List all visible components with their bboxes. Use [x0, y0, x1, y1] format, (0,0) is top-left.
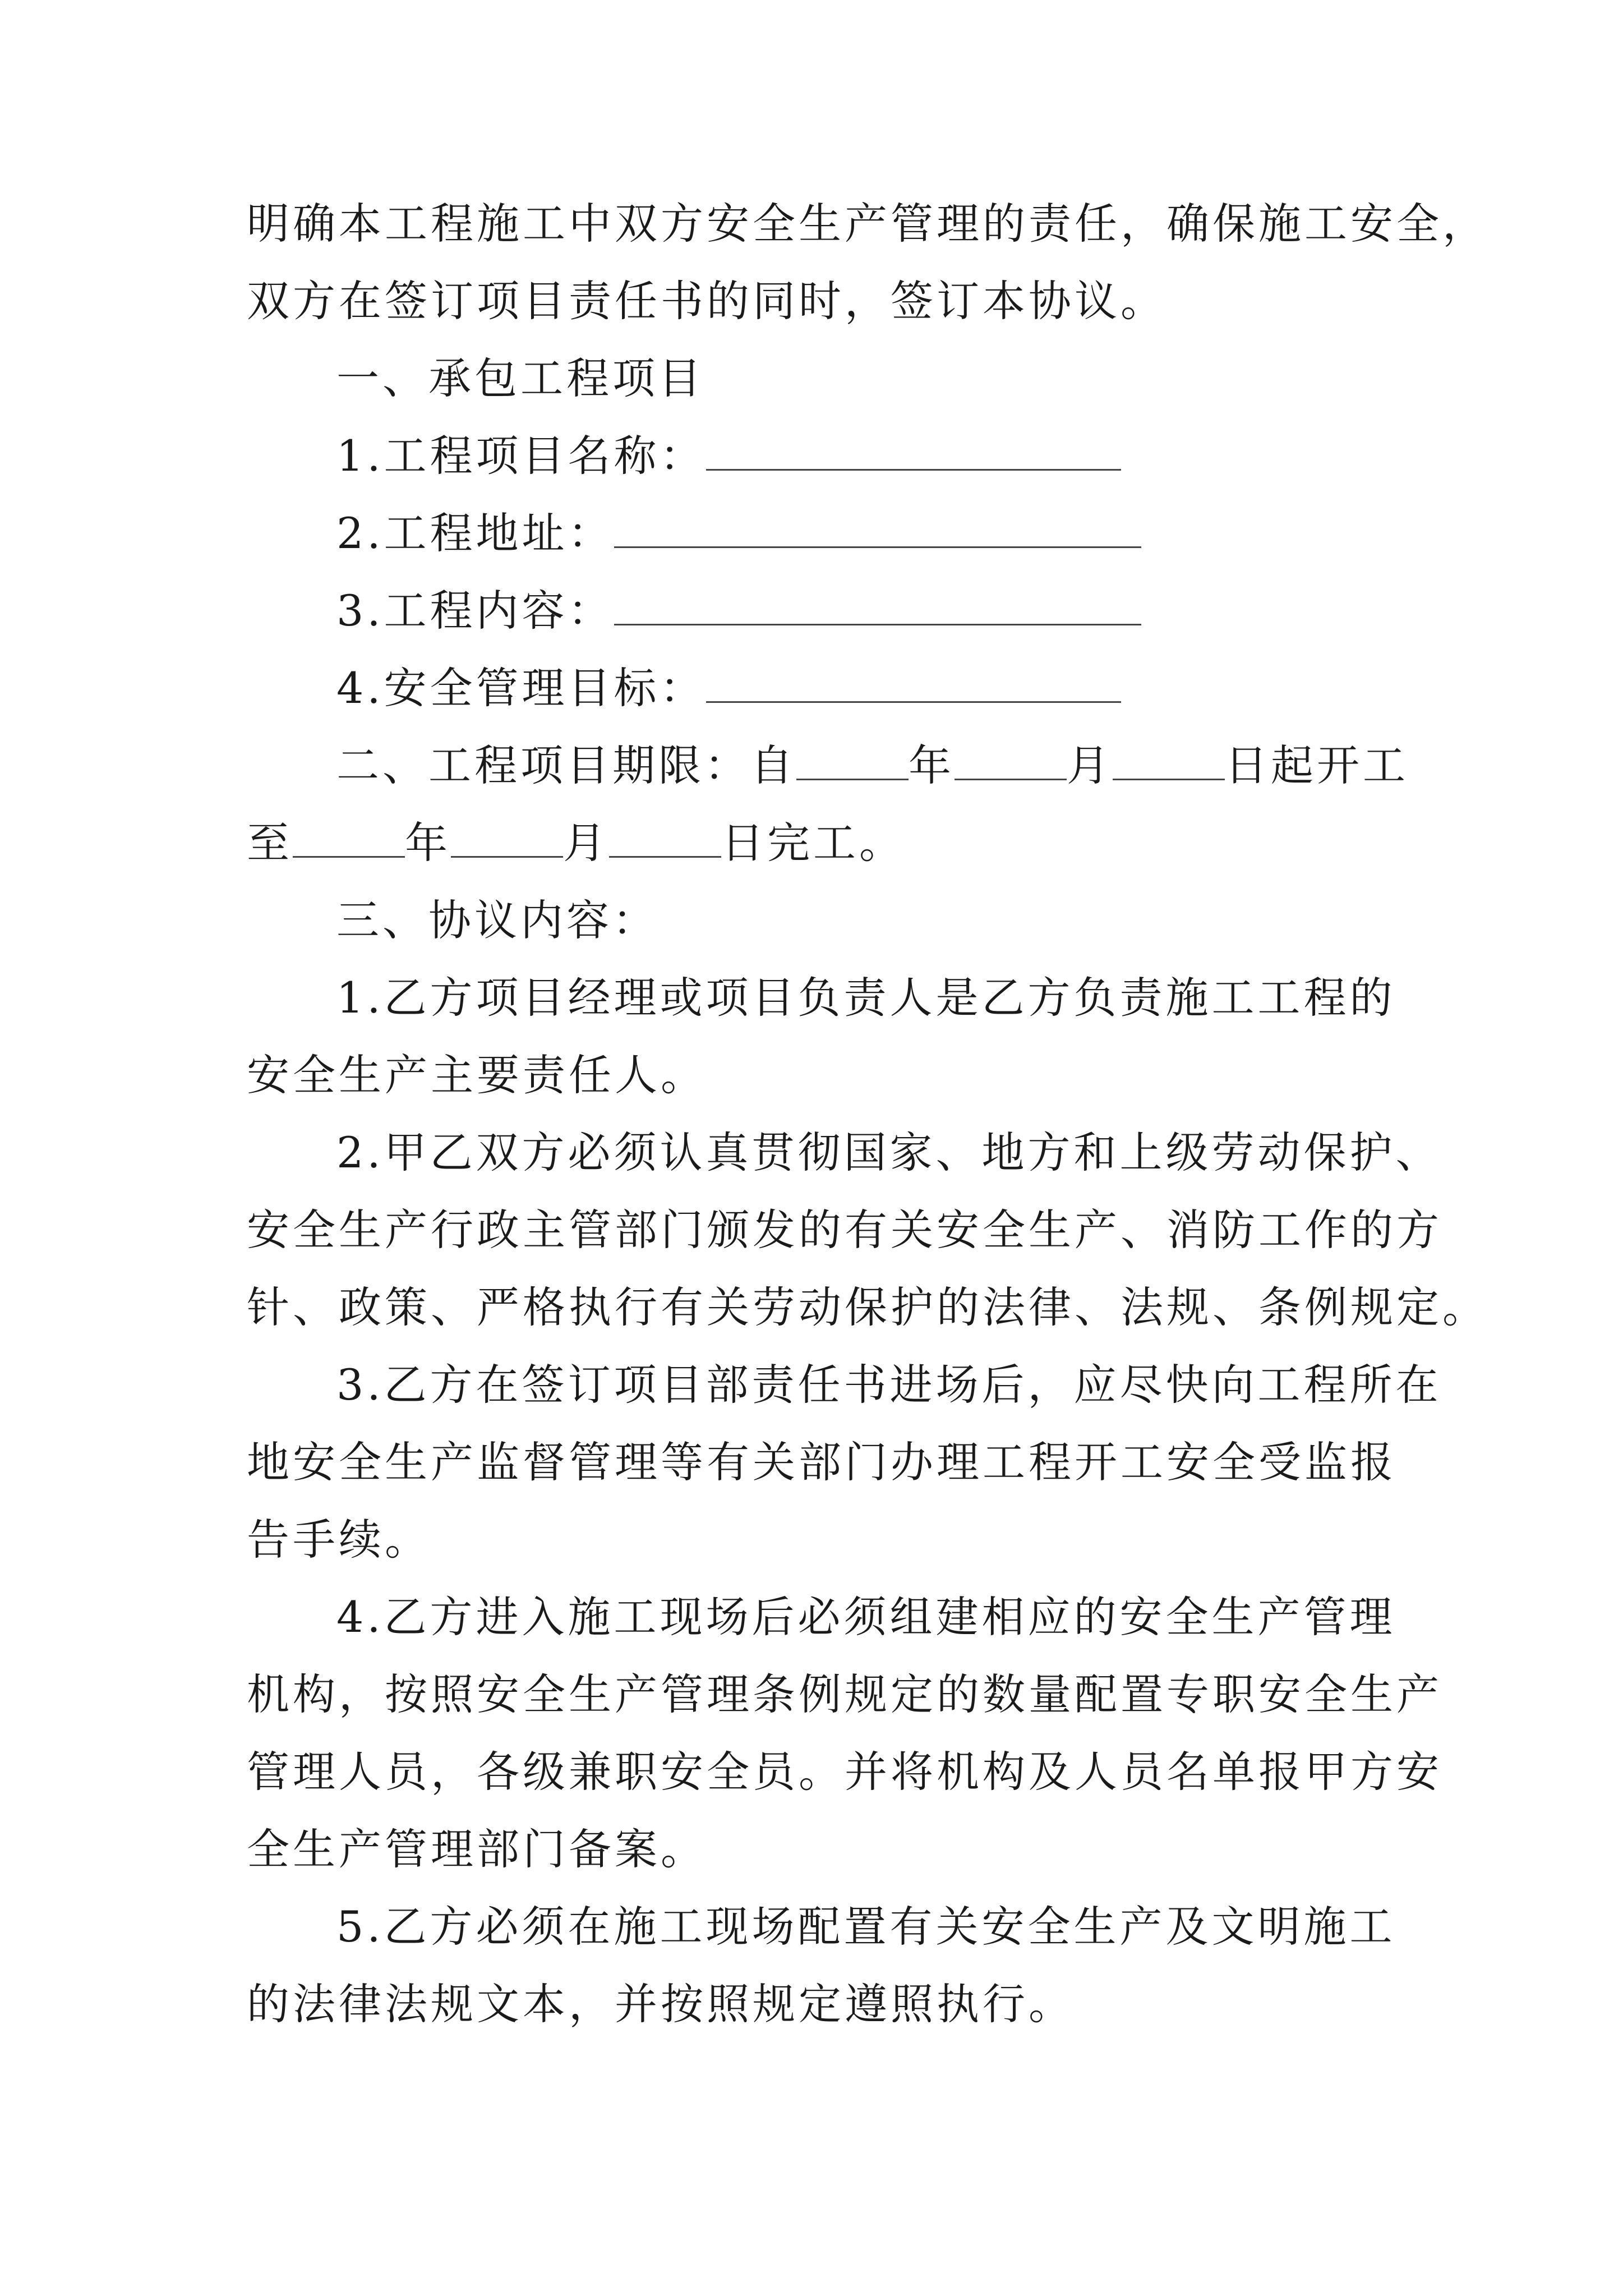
clause-4-line-4: 全生产管理部门备案。	[247, 1824, 707, 1874]
clause-3-line-2: 地安全生产监督管理等有关部门办理工程开工安全受监报	[247, 1437, 1396, 1487]
period-to: 至	[247, 818, 293, 868]
project-name-blank[interactable]	[706, 430, 1121, 471]
clause-2-line-1: 2.甲乙双方必须认真贯彻国家、地方和上级劳动保护、	[336, 1128, 1442, 1177]
clause-1-line-2: 安全生产主要责任人。	[247, 1050, 707, 1100]
clause-5-line-1: 5.乙方必须在施工现场配置有关安全生产及文明施工	[336, 1902, 1396, 1952]
intro-line-1: 明确本工程施工中双方安全生产管理的责任，确保施工安全，	[247, 199, 1488, 249]
start-day-blank[interactable]	[1113, 739, 1225, 780]
project-name-row	[247, 417, 1436, 495]
clause-4-line-3: 管理人员，各级兼职安全员。并将机构及人员名单报甲方安	[247, 1747, 1442, 1797]
safety-goal-blank[interactable]	[706, 662, 1121, 703]
project-content-row	[247, 572, 1436, 650]
project-address-row	[247, 495, 1436, 572]
clause-2-line-3: 针、政策、严格执行有关劳动保护的法律、法规、条例规定。	[247, 1282, 1488, 1332]
section-3-heading: 三、协议内容：	[336, 895, 658, 945]
project-name-label: 1.工程项目名称：	[336, 431, 706, 481]
document-body	[247, 185, 1488, 2043]
end-month-blank[interactable]	[451, 817, 563, 858]
project-address-label: 2.工程地址：	[336, 508, 614, 558]
intro-line-2: 双方在签订项目责任书的同时，签订本协议。	[247, 276, 1166, 326]
period-end-row	[247, 804, 1436, 882]
start-month-label: 月	[1067, 740, 1113, 790]
end-suffix: 日完工。	[721, 818, 905, 868]
start-year-label: 年	[909, 740, 955, 790]
project-content-blank[interactable]	[614, 585, 1141, 625]
safety-goal-row	[247, 650, 1436, 727]
clause-4-line-1: 4.乙方进入施工现场后必须组建相应的安全生产管理	[336, 1592, 1396, 1642]
clause-5-line-2: 的法律法规文本，并按照规定遵照执行。	[247, 1979, 1075, 2029]
project-content-label: 3.工程内容：	[336, 586, 614, 636]
clause-2-line-2: 安全生产行政主管部门颁发的有关安全生产、消防工作的方	[247, 1205, 1442, 1255]
section-1-heading: 一、承包工程项目	[336, 353, 704, 403]
start-month-blank[interactable]	[955, 739, 1067, 780]
start-suffix: 日起开工	[1225, 740, 1409, 790]
end-day-blank[interactable]	[609, 817, 721, 858]
end-year-blank[interactable]	[293, 817, 405, 858]
clause-1-line-1: 1.乙方项目经理或项目负责人是乙方负责施工工程的	[336, 973, 1396, 1023]
end-year-label: 年	[405, 818, 451, 868]
period-start-row	[247, 727, 1436, 804]
end-month-label: 月	[563, 818, 609, 868]
clause-4-line-2: 机构，按照安全生产管理条例规定的数量配置专职安全生产	[247, 1669, 1442, 1719]
start-year-blank[interactable]	[796, 739, 909, 780]
period-prefix: 二、工程项目期限：自	[336, 740, 796, 790]
clause-3-line-3: 告手续。	[247, 1515, 431, 1565]
clause-3-line-1: 3.乙方在签订项目部责任书进场后，应尽快向工程所在	[336, 1360, 1442, 1410]
safety-goal-label: 4.安全管理目标：	[336, 663, 706, 713]
project-address-blank[interactable]	[614, 507, 1141, 548]
